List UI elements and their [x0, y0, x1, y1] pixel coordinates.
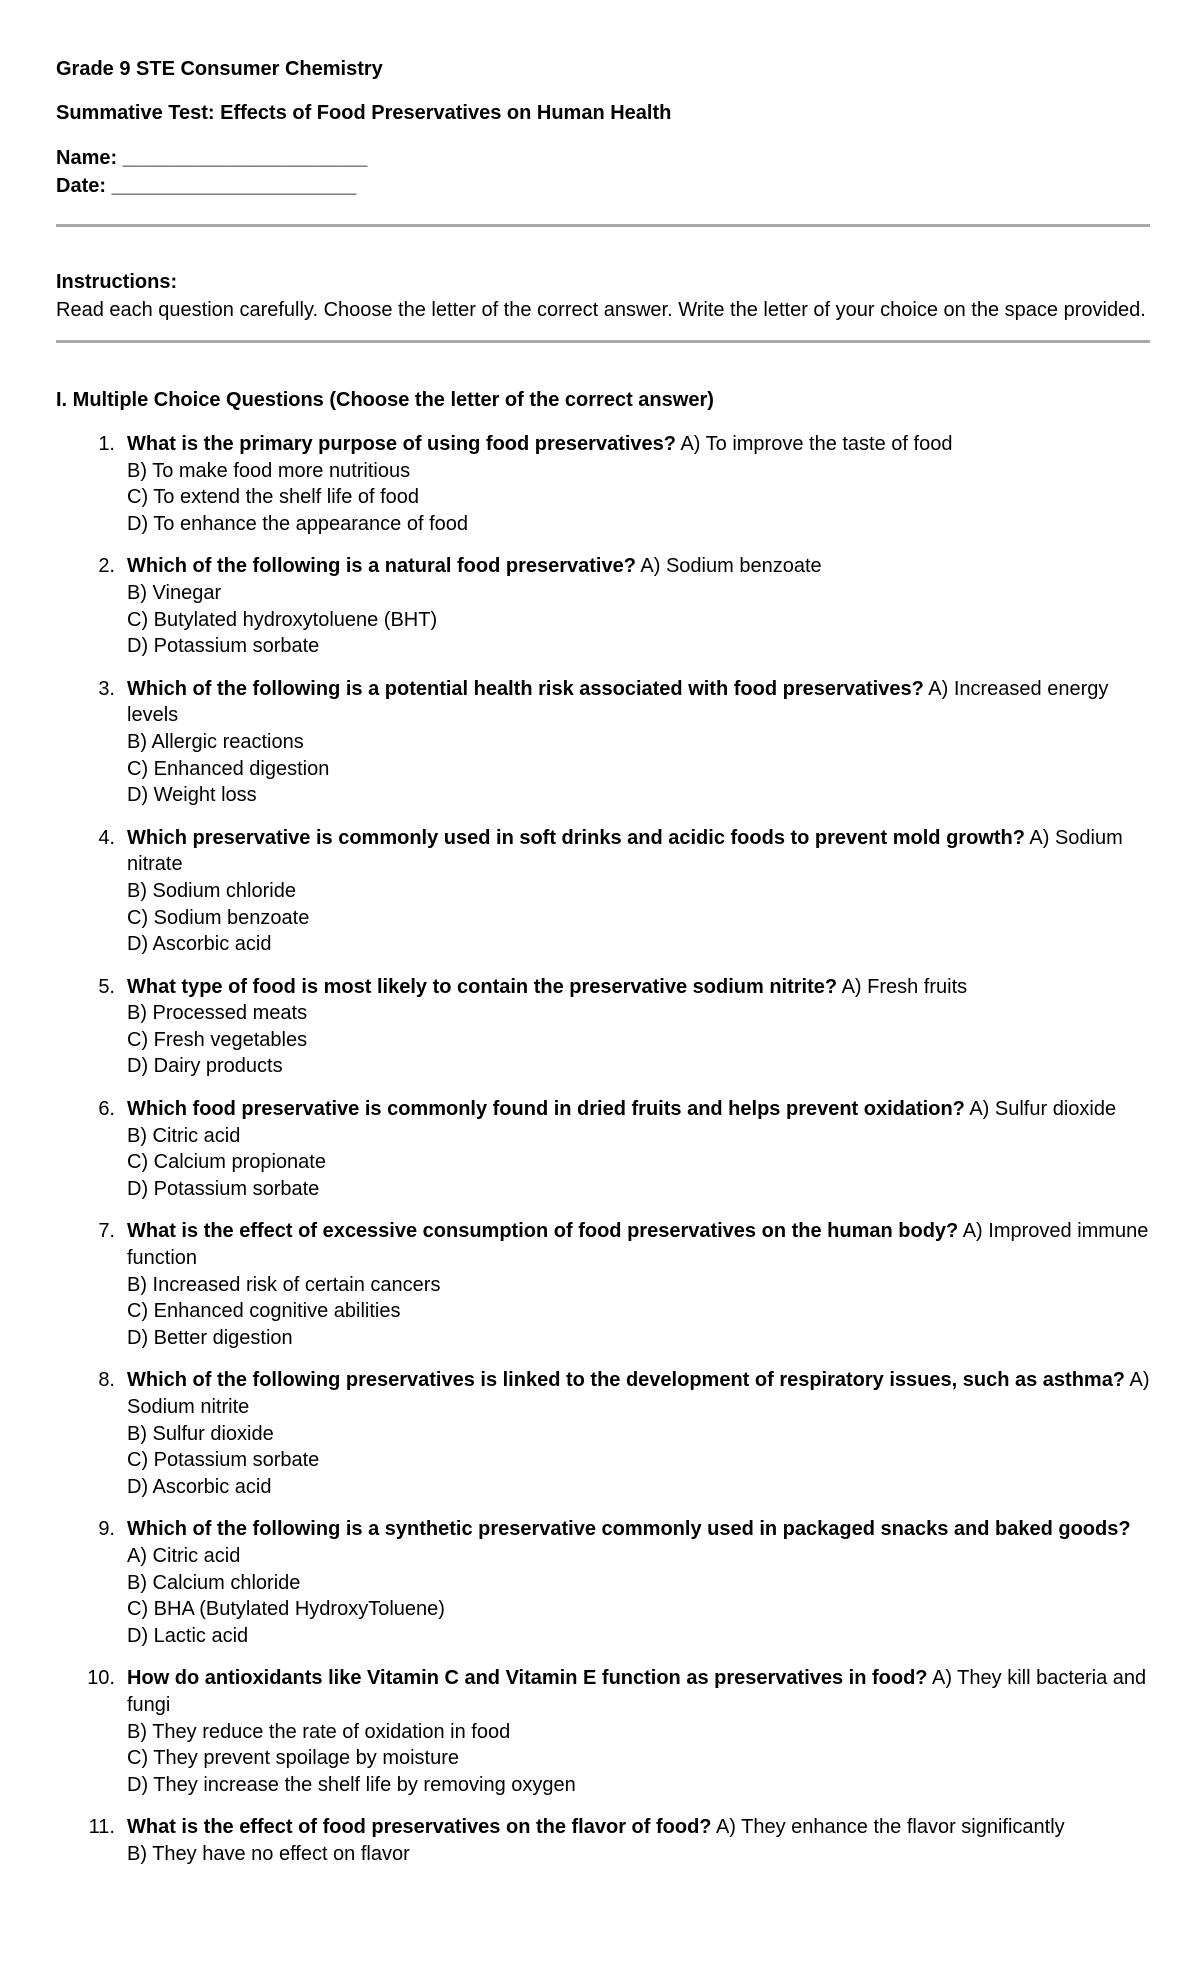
answer-option: B) They reduce the rate of oxidation in food [127, 1720, 511, 1743]
course-title: Grade 9 STE Consumer Chemistry [56, 58, 383, 80]
question-number: 10. [87, 1667, 115, 1690]
answer-option: D) Better digestion [127, 1326, 293, 1349]
answer-option: D) Potassium sorbate [127, 1177, 320, 1200]
answer-option: D) Ascorbic acid [127, 933, 272, 956]
question-item [56, 1096, 1150, 1202]
answer-option: A) They kill bacteria and fungi [127, 1667, 1147, 1716]
question-item [56, 1516, 1150, 1649]
question-number: 11. [88, 1816, 115, 1839]
answer-option: B) Processed meats [127, 1002, 308, 1025]
answer-option: D) Ascorbic acid [127, 1475, 272, 1498]
answer-option: A) Sodium nitrate [127, 826, 1123, 876]
question-item [56, 1218, 1150, 1351]
question-number: 3. [98, 677, 115, 700]
question-number: 1. [98, 433, 115, 455]
divider [56, 340, 1150, 343]
question-item [56, 553, 1150, 659]
answer-option: B) They have no effect on flavor [127, 1842, 410, 1865]
question-text: Which of the following is a potential health risk associated with food preservatives? [127, 677, 924, 700]
question-text: What type of food is most likely to contain the preservative sodium nitrite? [127, 975, 838, 998]
question-number: 9. [98, 1518, 115, 1541]
answer-option: D) They increase the shelf life by removing oxygen [127, 1773, 576, 1796]
question-text: What is the effect of excessive consumption of food preservatives on the human body? [127, 1220, 959, 1243]
question-item [56, 431, 1150, 537]
answer-option: A) To improve the taste of food [680, 433, 953, 455]
answer-option: C) They prevent spoilage by moisture [127, 1747, 460, 1770]
answer-option: C) BHA (Butylated HydroxyToluene) [127, 1598, 445, 1621]
answer-option: C) Enhanced cognitive abilities [127, 1300, 401, 1323]
question-number: 2. [98, 555, 115, 578]
question-text: How do antioxidants like Vitamin C and Vitamin E function as preservatives in food? [127, 1667, 928, 1690]
answer-option: B) Increased risk of certain cancers [127, 1273, 441, 1296]
question-number: 8. [98, 1369, 115, 1392]
question-text: Which food preservative is commonly found in dried fruits and helps prevent oxidation? [127, 1098, 965, 1121]
question-item [56, 1367, 1150, 1500]
answer-option: A) Increased energy levels [127, 677, 1109, 727]
question-item [56, 1814, 1150, 1867]
question-number: 5. [98, 975, 115, 998]
question-list [56, 431, 1150, 1868]
answer-option: A) Improved immune function [127, 1220, 1149, 1270]
question-text: What is the primary purpose of using food preservatives? [127, 433, 676, 455]
answer-option: C) Fresh vegetables [127, 1028, 308, 1051]
answer-option: A) They enhance the flavor significantly [715, 1816, 1065, 1839]
question-number: 6. [98, 1098, 115, 1121]
section-heading: I. Multiple Choice Questions (Choose the letter of the correct answer) [56, 389, 714, 411]
answer-option: B) Sulfur dioxide [127, 1422, 274, 1445]
answer-option: B) To make food more nutritious [127, 459, 411, 482]
question-item [56, 1665, 1150, 1798]
answer-option: A) Fresh fruits [841, 975, 968, 998]
question-text: Which preservative is commonly used in soft drinks and acidic foods to prevent mold growth? [127, 826, 1025, 849]
question-number: 4. [98, 826, 115, 849]
answer-option: A) Sodium nitrite [127, 1369, 1150, 1418]
answer-option: D) Lactic acid [127, 1624, 249, 1647]
answer-option: D) To enhance the appearance of food [127, 512, 468, 535]
document-content [56, 54, 1150, 1884]
divider [56, 224, 1150, 227]
answer-option: C) Calcium propionate [127, 1151, 326, 1174]
answer-option: B) Vinegar [127, 581, 222, 604]
question-item [56, 676, 1150, 809]
answer-option: D) Dairy products [127, 1055, 283, 1078]
question-item [56, 974, 1150, 1080]
question-text: Which of the following is a natural food preservative? [127, 555, 636, 578]
question-text: What is the effect of food preservatives on the flavor of food? [127, 1816, 712, 1839]
question-text: Which of the following is a synthetic preservative commonly used in packaged snacks and baked goods? [127, 1518, 1131, 1541]
date-field: Date: ______________________ [56, 175, 357, 197]
answer-option: C) To extend the shelf life of food [127, 486, 420, 509]
answer-option: A) Citric acid [127, 1544, 241, 1567]
answer-option: C) Potassium sorbate [127, 1449, 320, 1472]
answer-option: D) Weight loss [127, 784, 257, 807]
test-title: Summative Test: Effects of Food Preservatives on Human Health [56, 102, 672, 124]
answer-option: A) Sodium benzoate [640, 555, 822, 578]
instructions-text: Read each question carefully. Choose the letter of the correct answer. Write the letter of your choice on the space provided. [56, 299, 1146, 321]
answer-option: C) Sodium benzoate [127, 906, 310, 929]
answer-option: B) Allergic reactions [127, 730, 304, 753]
answer-option: A) Sulfur dioxide [969, 1098, 1117, 1121]
question-number: 7. [98, 1220, 115, 1243]
question-item [56, 825, 1150, 958]
answer-option: C) Enhanced digestion [127, 757, 330, 780]
question-text: Which of the following preservatives is linked to the development of respiratory issues, such as asthma? [127, 1369, 1126, 1392]
answer-option: B) Calcium chloride [127, 1571, 301, 1594]
instructions-heading: Instructions: [56, 271, 178, 293]
answer-option: B) Sodium chloride [127, 879, 296, 902]
answer-option: B) Citric acid [127, 1124, 241, 1147]
name-field: Name: ______________________ [56, 147, 368, 169]
answer-option: C) Butylated hydroxytoluene (BHT) [127, 608, 438, 631]
answer-option: D) Potassium sorbate [127, 635, 320, 658]
